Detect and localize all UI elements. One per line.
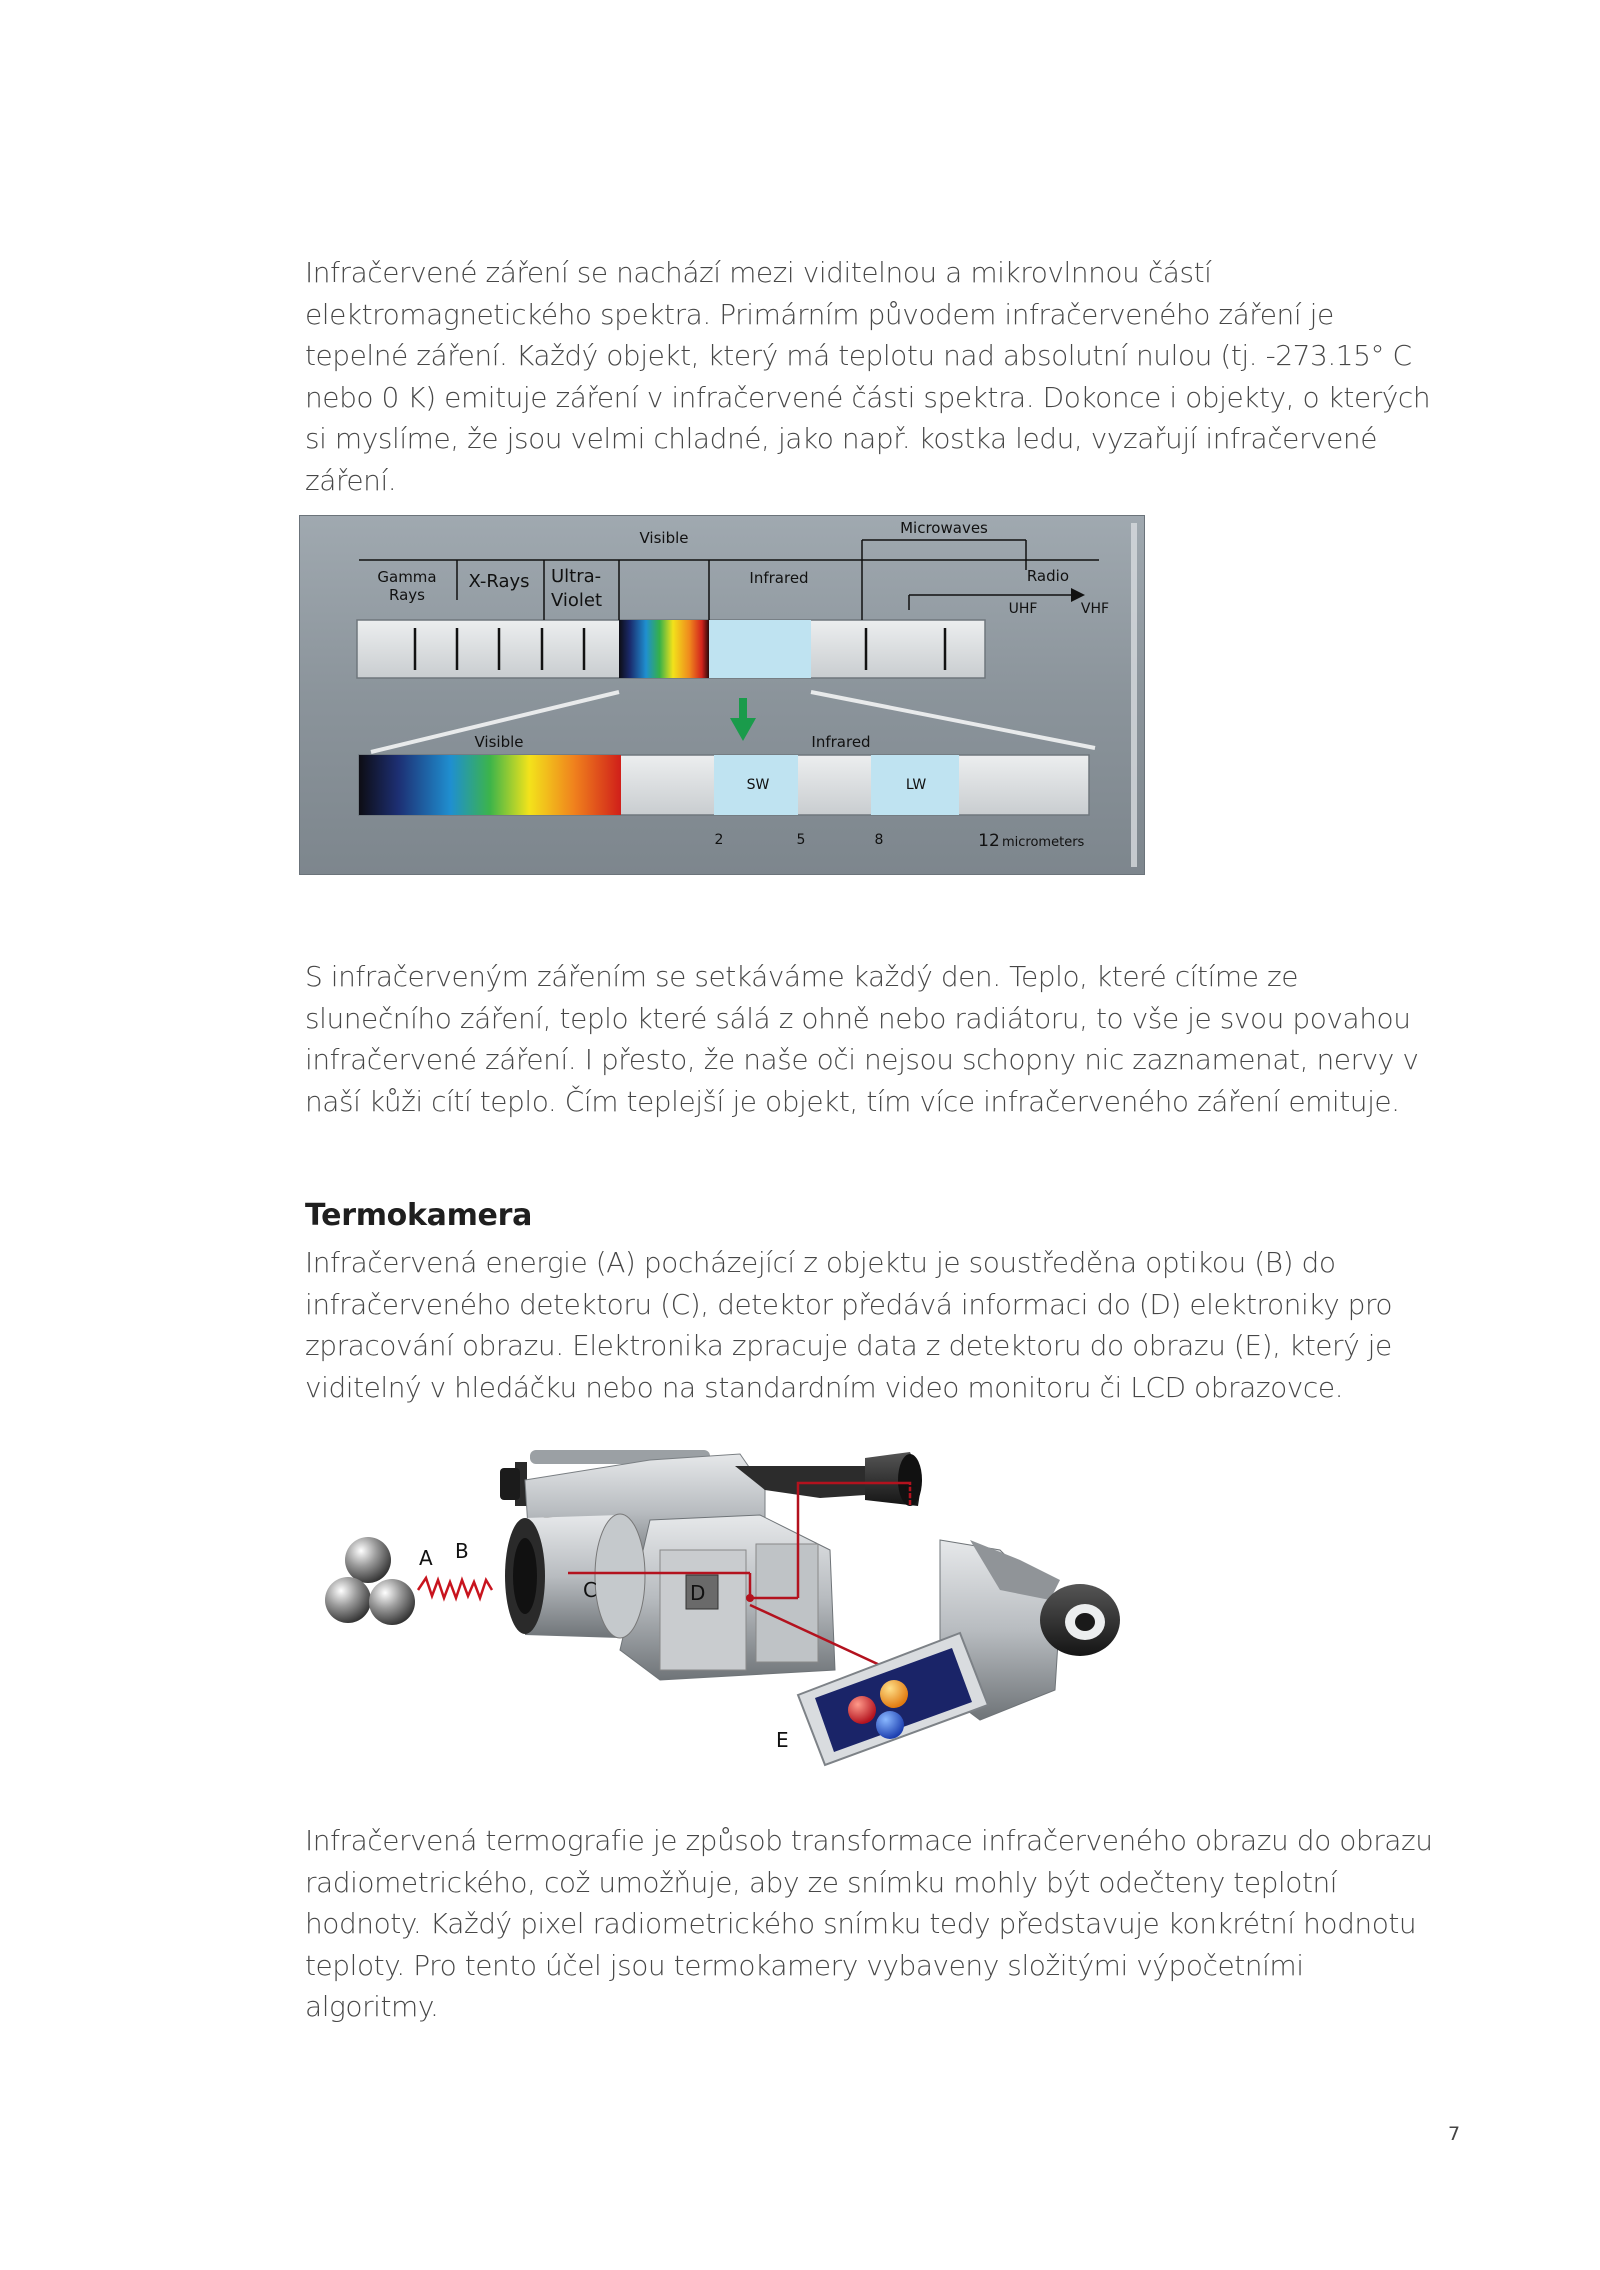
panel-right-edge: [1131, 523, 1137, 867]
label-c: C: [583, 1578, 597, 1602]
top-bar-infrared-band: [709, 620, 811, 678]
label-uhf: UHF: [1008, 601, 1038, 617]
label-rays: Rays: [389, 586, 425, 604]
label-lw: LW: [905, 777, 927, 793]
scale-unit: micrometers: [1002, 835, 1085, 850]
page-number: 7: [1448, 2123, 1461, 2145]
label-microwaves: Microwaves: [900, 519, 988, 537]
scale-tick-8: 8: [874, 832, 884, 848]
label-a: A: [419, 1546, 433, 1570]
camera-lens: [505, 1514, 645, 1638]
label-visible-top: Visible: [639, 529, 689, 547]
label-violet: Violet: [551, 590, 603, 611]
paragraph-camera-principle: Infračervená energie (A) pocházející z objektu je soustředěna optikou (B) do infračerveného detektoru (C), detektor předává informaci do (D) elektroniky pro zpracování obrazu. Elektronika zpracuje data z detektoru do obrazu (E), který je viditelný v hledáčku nebo na standardním video monitoru či LCD obrazovce.: [305, 1246, 1393, 1404]
label-sw: SW: [746, 777, 770, 793]
scale-tick-12: 12: [978, 831, 1000, 851]
label-d: D: [690, 1581, 706, 1605]
top-bar-visible-band: [619, 620, 709, 678]
label-visible-bottom: Visible: [474, 733, 524, 751]
label-xrays: X-Rays: [468, 571, 530, 592]
paragraph-infrared-intro: Infračervené záření se nachází mezi viditelnou a mikrovlnnou částí elektromagnetického spektra. Primárním původem infračerveného záření je tepelné záření. Každý objekt, který má teplotu nad absolutní nulou (tj. -273.15° C nebo 0 K) emituje záření v infračervené části spektra. Dokonce i objekty, o kterých si myslíme, že jsou velmi chladné, jako např. kostka ledu, vyzařují infračervené záření.: [305, 256, 1431, 497]
label-e-top: E: [904, 1481, 917, 1505]
label-b: B: [455, 1539, 469, 1563]
label-infrared-top: Infrared: [749, 569, 809, 587]
paragraph-thermography: Infračervená termografie je způsob transformace infračerveného obrazu do obrazu radiometrického, což umožňuje, aby ze snímku mohly být odečteny teplotní hodnoty. Každý pixel radiometrického snímku tedy představuje konkrétní hodnotu teploty. Pro tento účel jsou termokamery vybaveny složitými výpočetními algoritmy.: [305, 1824, 1433, 2024]
label-radio: Radio: [1026, 567, 1069, 585]
label-ultra: Ultra-: [551, 566, 602, 587]
object-spheres: [325, 1537, 415, 1625]
signal-node: [746, 1594, 754, 1602]
label-e-bottom: E: [776, 1728, 789, 1752]
electromagnetic-spectrum-diagram: [299, 515, 1145, 875]
label-gamma: Gamma: [377, 568, 437, 586]
section-heading-termokamera: Termokamera: [305, 1198, 533, 1233]
bottom-bar-visible-band: [359, 755, 621, 815]
label-infrared-bottom: Infrared: [811, 733, 871, 751]
label-vhf: VHF: [1080, 601, 1110, 617]
scale-tick-5: 5: [796, 832, 806, 848]
infrared-wave-icon: [418, 1578, 492, 1598]
bottom-spectrum-bar: [359, 755, 1089, 815]
thermal-camera-illustration: [320, 1440, 1180, 1800]
scale-tick-2: 2: [714, 832, 724, 848]
paragraph-everyday-infrared: S infračerveným zářením se setkáváme každý den. Teplo, které cítíme ze slunečního záření, teplo které sálá z ohně nebo radiátoru, to vše je svou povahou infračervené záření. I přesto, že naše oči nejsou schopny nic zaznamenat, nervy v naší kůži cítí teplo. Čím teplejší je objekt, tím více infračerveného záření emituje.: [305, 960, 1419, 1118]
